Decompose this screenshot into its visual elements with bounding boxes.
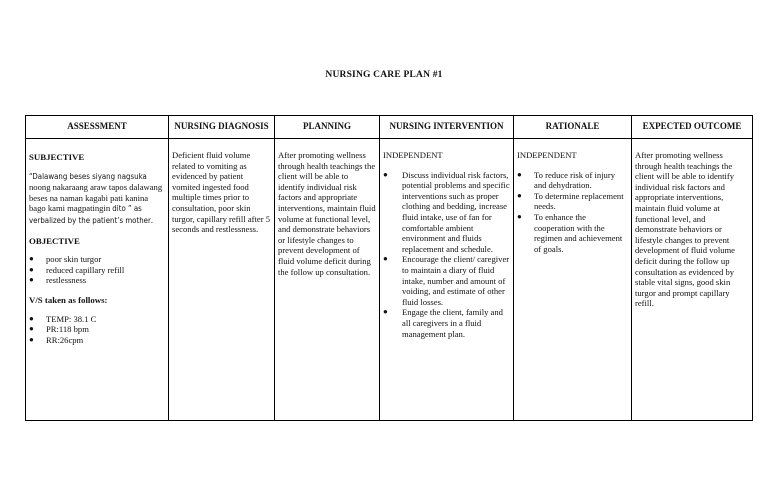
rationale-cell — [514, 139, 632, 421]
list-item: ● restlessness — [29, 275, 165, 286]
header-rationale: RATIONALE — [514, 116, 632, 139]
content-row — [26, 139, 753, 421]
header-planning: PLANNING — [275, 116, 380, 139]
planning-cell — [275, 139, 380, 421]
list-item: ● To enhance the cooperation with the regimen and achievement of goals. — [517, 212, 628, 254]
list-item: ● RR:26cpm — [29, 335, 165, 346]
list-item: ● To reduce risk of injury and dehydration. — [517, 170, 628, 191]
list-item: ● TEMP: 38.1 C — [29, 314, 165, 325]
header-assessment: ASSESSMENT — [26, 116, 169, 139]
subjective-quote — [29, 171, 165, 227]
quote-tail: . — [150, 214, 153, 225]
diagnosis-cell — [169, 139, 275, 421]
vital-signs-list — [29, 314, 165, 346]
list-item: ● reduced capillary refill — [29, 265, 165, 276]
list-item: ● Discuss individual risk factors, potential problems and specific interventions such as proper clothing and bedding, increase fluid intake, use of fan for comfortable ambient environment and fluids replacement and schedule. — [383, 170, 510, 255]
outcome-text: After promoting wellness through health teachings the client will be able to identify individual risk factors and appropriate interventions, maintain fluid volume at functional level, and demonstrate behaviors or lifestyle changes to prevent development of fluid volume deficit during the follow up consultation as evidenced by stable vital signs, good skin turgor and prompt capillary refill. — [635, 150, 735, 309]
subjective-label: SUBJECTIVE — [29, 152, 85, 162]
intervention-label: INDEPENDENT — [383, 150, 443, 160]
page-title: NURSING CARE PLAN #1 — [325, 70, 443, 80]
planning-text: After promoting wellness through health teachings the client will be able to identify individual risk factors and appropriate interventions, maintain fluid volume at functional level, and demonstrate behaviors or lifestyle changes to prevent development of fluid volume deficit during the follow up consultation. — [278, 150, 376, 277]
outcome-cell — [632, 139, 753, 421]
list-item: ● poor skin turgor — [29, 254, 165, 265]
intervention-cell — [380, 139, 514, 421]
list-item: ● Engage the client, family and all caregivers in a fluid management plan. — [383, 307, 510, 339]
objective-list — [29, 254, 165, 286]
list-item: ● Encourage the client/ caregiver to maintain a diary of fluid intake, number and amount of voiding, and estimate of other fluid losses. — [383, 254, 510, 307]
header-expected-outcome: EXPECTED OUTCOME — [632, 116, 753, 139]
list-item: ● To determine replacement needs. — [517, 191, 628, 212]
vital-signs-label: V/S taken as follows: — [29, 294, 108, 305]
diagnosis-text: Deficient fluid volume related to vomiting as evidenced by patient vomited ingested food multiple times prior to consultation, poor skin turgor, capillary refill after 5 seconds and restlessness. — [172, 150, 271, 235]
header-nursing-intervention: NURSING INTERVENTION — [380, 116, 514, 139]
intervention-list — [383, 170, 510, 340]
header-row — [26, 116, 753, 139]
objective-label: OBJECTIVE — [29, 235, 80, 246]
assessment-cell — [26, 139, 169, 421]
quote-start: “Dalawang beses siyang nagsuka — [29, 171, 147, 181]
quote-body: noong nakaraang araw tapos dalawang beses na naman kagabi pati kanina bago kami magpatingin — [29, 182, 163, 214]
rationale-label: INDEPENDENT — [517, 150, 577, 160]
list-item: ● PR:118 bpm — [29, 324, 165, 335]
header-nursing-diagnosis: NURSING DIAGNOSIS — [169, 116, 275, 139]
rationale-list — [517, 170, 628, 255]
care-plan-table — [25, 115, 753, 421]
quote-end: dito ” as verbalized by the patient’s mother — [29, 204, 151, 225]
